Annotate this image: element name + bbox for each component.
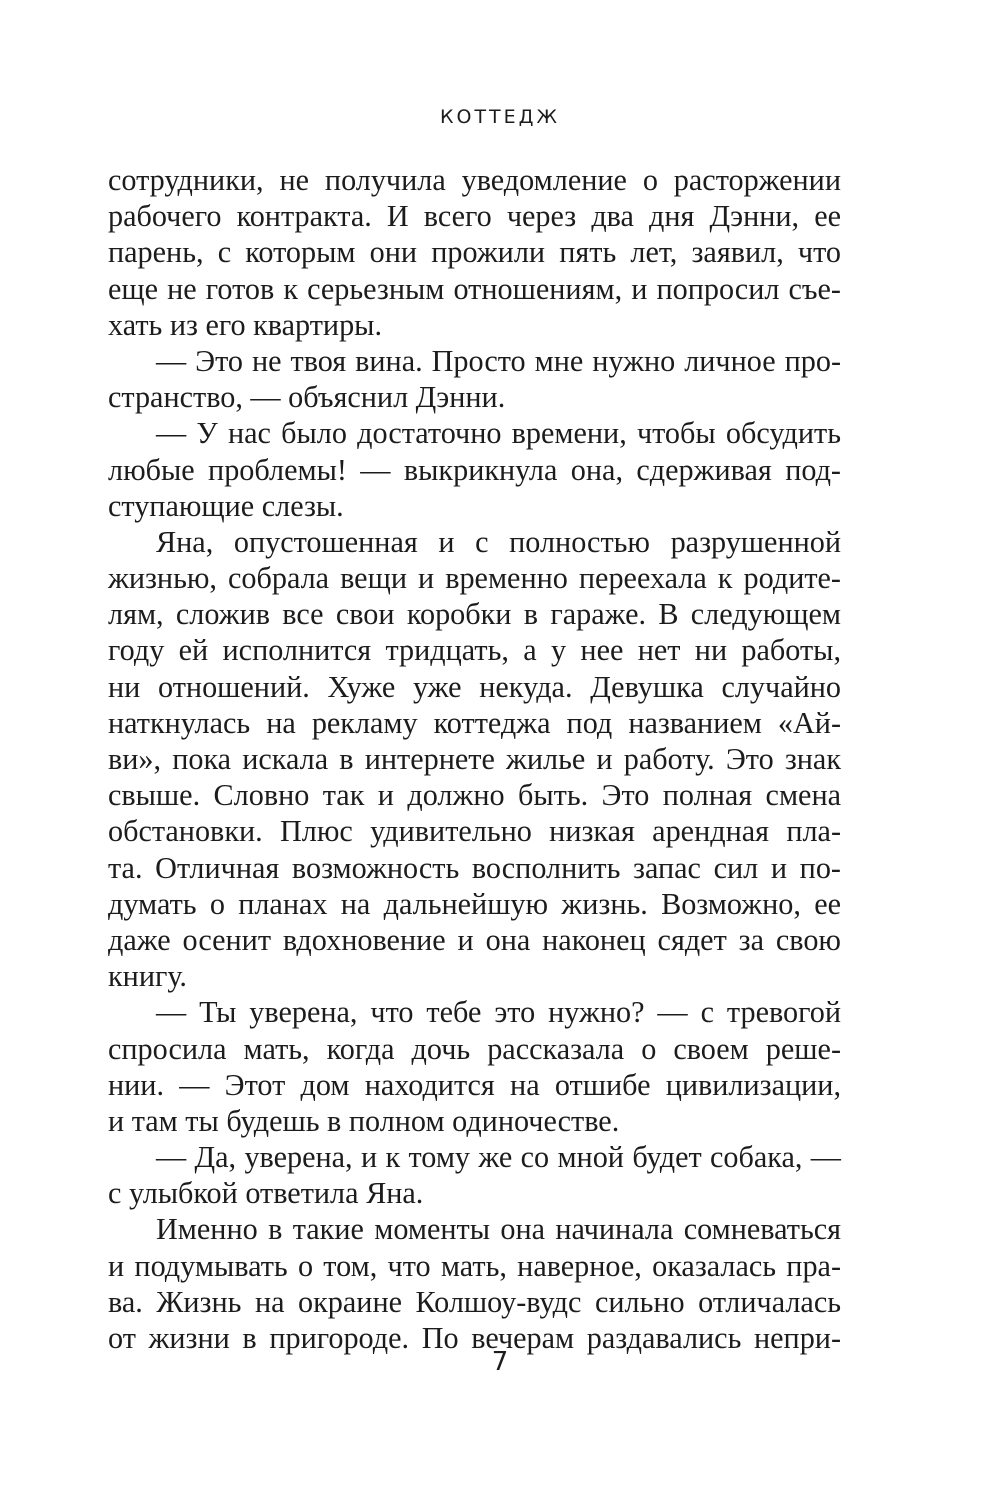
text-line: любые проблемы! — выкрикнула она, сдерживая под- [108,452,841,487]
text-line: Яна, опустошенная и с полностью разрушенной [156,524,841,559]
text-line: ступающие слезы. [108,488,344,523]
text-line: ни отношений. Хуже уже некуда. Девушка случайно [108,669,841,704]
text-line: та. Отличная возможность восполнить запас сил и по- [108,850,841,885]
text-line: ви», пока искала в интернете жилье и работу. Это знак [108,742,841,776]
body-text [108,162,841,1356]
text-line: нии. — Этот дом находится на отшибе цивилизации, [108,1067,841,1102]
text-line: ва. Жизнь на окраине Колшоу-вудс сильно отличалась [108,1284,841,1319]
text-line: — Да, уверена, и к тому же со мной будет собака, — [156,1140,841,1175]
text-line: наткнулась на рекламу коттеджа под названием «Ай- [108,705,841,740]
text-line: обстановки. Плюс удивительно низкая арендная пла- [108,814,841,849]
text-line: хать из его квартиры. [108,307,383,342]
text-line: рабочего контракта. И всего через два дня Дэнни, ее [108,199,841,234]
text-line: думать о планах на дальнейшую жизнь. Возможно, ее [108,886,841,921]
text-line: сотрудники, не получила уведомление о расторжении [108,163,841,197]
text-line: от жизни в пригороде. По вечерам раздавались непри- [108,1321,841,1355]
running-head-title: КОТТЕДЖ [440,106,560,128]
text-line: странство, — объяснил Дэнни. [108,380,506,415]
text-line: году ей исполнится тридцать, а у нее нет ни работы, [108,633,841,668]
text-line: — Ты уверена, что тебе это нужно? — с тревогой [156,995,841,1030]
text-line: и там ты будешь в полном одиночестве. [108,1103,620,1138]
text-line: жизнью, собрала вещи и временно переехала к родите- [108,561,841,596]
text-line: — У нас было достаточно времени, чтобы обсудить [156,416,841,451]
page-number: 7 [491,1347,509,1377]
text-line: и подумывать о том, что мать, наверное, оказалась пра- [108,1248,841,1283]
text-line: лям, сложив все свои коробки в гараже. В следующем [108,597,841,632]
text-line: даже осенит вдохновение и она наконец сядет за свою [108,922,841,957]
text-line: книгу. [108,959,187,994]
text-line: с улыбкой ответила Яна. [108,1176,424,1211]
text-line: парень, с которым они прожили пять лет, заявил, что [108,235,841,270]
text-line: еще не готов к серьезным отношениям, и попросил съе- [108,271,841,306]
text-line: свыше. Словно так и должно быть. Это полная смена [108,778,841,813]
text-line: — Это не твоя вина. Просто мне нужно личное про- [156,343,841,378]
text-line: Именно в такие моменты она начинала сомневаться [156,1212,841,1247]
text-line: спросила мать, когда дочь рассказала о своем реше- [108,1031,841,1066]
